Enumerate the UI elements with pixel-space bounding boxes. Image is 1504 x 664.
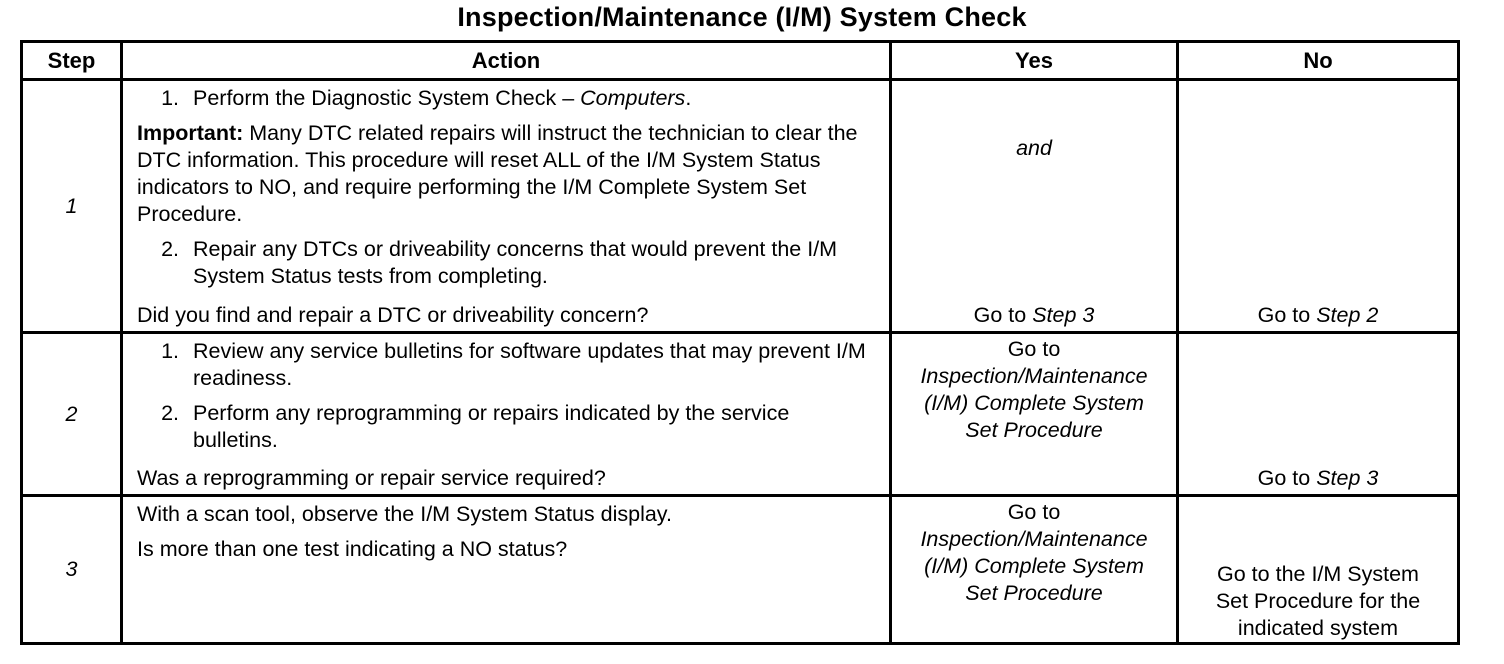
item-text: Perform any reprogramming or repairs indicated by the service bulletins. — [193, 401, 790, 452]
yes-cell: and Go to Step 3 — [891, 80, 1178, 333]
yes-cell — [891, 333, 1178, 496]
action-question: Is more than one test indicating a NO status? — [137, 537, 568, 561]
action-item — [137, 236, 871, 290]
step-number: 2 — [22, 333, 122, 496]
table-row — [22, 496, 1459, 644]
table-row — [22, 80, 1459, 333]
action-question: Did you find and repair a DTC or driveability concern? — [137, 303, 649, 327]
item-number: 2. — [161, 401, 179, 425]
step-link[interactable]: Step 3 — [1316, 466, 1379, 490]
and-text: and — [1016, 136, 1052, 160]
step-link[interactable]: Step 3 — [1032, 303, 1095, 327]
action-item: 1. Perform the Diagnostic System Check – Computers. — [137, 85, 871, 112]
action-question: Was a reprogramming or repair service required? — [137, 466, 606, 490]
header-action: Action — [122, 42, 891, 80]
item-number: 1. — [161, 86, 179, 110]
procedure-link[interactable]: Go to the I/M System Set Procedure for the indicated system — [1215, 562, 1421, 640]
action-cell — [122, 333, 891, 496]
action-item — [137, 338, 871, 392]
system-check-table — [20, 40, 1460, 645]
step-number: 1 — [22, 80, 122, 333]
item-number: 1. — [161, 339, 179, 363]
item-text: Repair any DTCs or driveability concerns that would prevent the I/M System Status tests from completing. — [193, 237, 838, 288]
computers-link[interactable]: Computers — [580, 86, 686, 110]
action-text: With a scan tool, observe the I/M System Status display. — [137, 502, 672, 526]
important-label: Important: — [137, 121, 244, 145]
item-text: Review any service bulletins for software updates that may prevent I/M readiness. — [193, 339, 866, 390]
no-cell — [1178, 496, 1459, 644]
yes-cell — [891, 496, 1178, 644]
header-no: No — [1178, 42, 1459, 80]
header-step: Step — [22, 42, 122, 80]
no-cell: Go to Step 2 — [1178, 80, 1459, 333]
important-note — [137, 120, 871, 228]
action-cell — [122, 496, 891, 644]
step-link[interactable]: Step 2 — [1316, 303, 1379, 327]
procedure-link[interactable]: Go to Inspection/Maintenance (I/M) Complete System Set Procedure — [920, 500, 1148, 605]
table-row — [22, 333, 1459, 496]
action-cell — [122, 80, 891, 333]
no-cell: Go to Step 3 — [1178, 333, 1459, 496]
item-number: 2. — [161, 237, 179, 261]
procedure-link[interactable]: Go to Inspection/Maintenance (I/M) Complete System Set Procedure — [920, 337, 1148, 442]
step-number: 3 — [22, 496, 122, 644]
header-row — [22, 42, 1459, 80]
important-text: Many DTC related repairs will instruct the technician to clear the DTC information. This procedure will reset ALL of the I/M System Status indicators to NO, and require performing the I/M Complete System Set Procedure. — [137, 121, 858, 226]
action-item — [137, 400, 871, 454]
item-text: Perform the Diagnostic System Check – — [193, 86, 581, 110]
page-title: Inspection/Maintenance (I/M) System Check — [457, 2, 1027, 32]
header-yes: Yes — [891, 42, 1178, 80]
